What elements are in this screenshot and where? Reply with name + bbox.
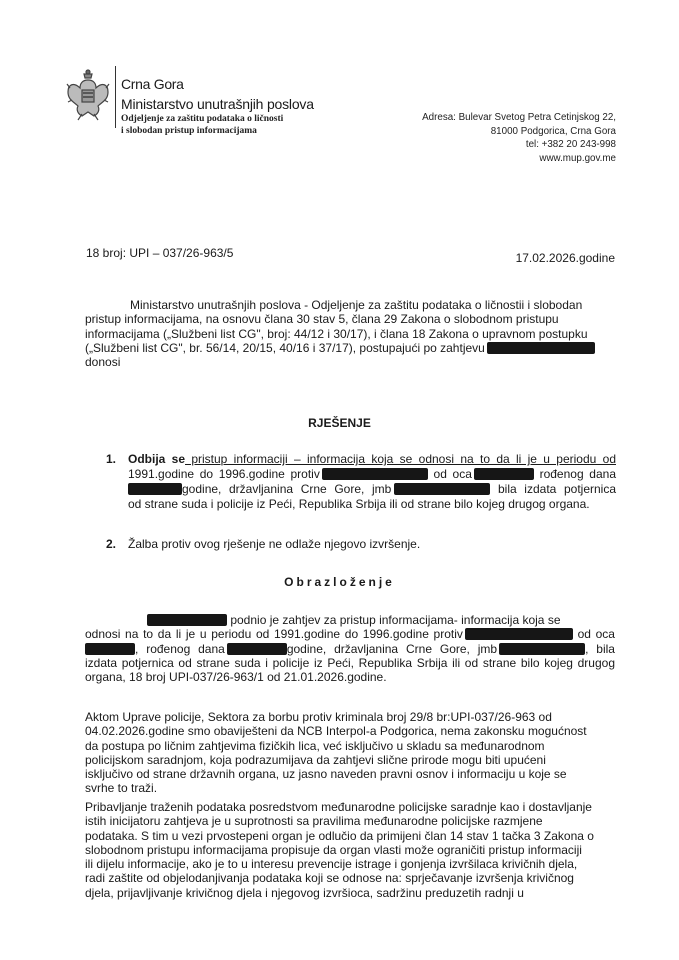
redacted-father-name xyxy=(474,468,534,480)
p2-line: da postupa po ličnim zahtjevima fizičkih lica, već isključivo u skladu sa međunarodnom xyxy=(85,738,545,753)
p2-line: isključivo od strane državnih organa, uz jasno naveden pravni osnov i informaciju u koje se xyxy=(85,767,567,782)
item-number: 2. xyxy=(106,537,117,551)
p3-line: radi zaštite od objelodanjivanja podataka koji se odnose na: sprječavanje izvršenja krivičnog xyxy=(85,871,574,886)
decision-item-2 xyxy=(106,537,616,552)
p3-line: slobodnom pristupu informacijama propisuje da organ vlasti može ograničiti pristup informaciji xyxy=(85,842,582,857)
reasoning-paragraph-2 xyxy=(85,710,615,796)
intro-line-5: donosi xyxy=(85,355,121,370)
decision-item-1 xyxy=(106,452,616,512)
intro-line-3: informacijama („Službeni list CG", broj: 44/12 i 30/17), i člana 18 Zakona o upravnom postupku xyxy=(85,326,588,341)
header-divider xyxy=(115,66,116,128)
item-body: Žalba protiv ovog rješenje ne odlaže njegovo izvršenje. xyxy=(128,537,421,551)
reasoning-title: Obrazloženje xyxy=(284,575,395,589)
item-body: Odbija se pristup informaciji – informacija koja se odnosi na to da li je u periodu od 1991.godine do 1996.godine protiv od oca rođenog dana godine, državljanina Crne Gore, jmb bila izdata potjernica od strane suda i policije iz Peći, Republika Srbija ili od strane bilo kojeg drugog organa. xyxy=(128,452,617,511)
intro-paragraph xyxy=(85,298,615,369)
redacted-name xyxy=(322,468,428,480)
intro-line-2: pristup informacijama, na osnovu člana 30 stav 5, člana 29 Zakona o slobodnom pristupu xyxy=(85,312,559,327)
redacted-father-name xyxy=(85,643,135,655)
address-street: Adresa: Bulevar Svetog Petra Cetinjskog 22, xyxy=(422,112,616,123)
p3-line: istih inicijatoru zahtjeva je u suprotnosti sa pravilima međunarodne policijske razmjene xyxy=(85,814,543,829)
item-number: 1. xyxy=(106,452,117,466)
redacted-applicant xyxy=(147,614,227,626)
p2-line: 04.02.2026.godine smo obaviješteni da NCB Interpol-a Podgorica, nema zakonsku mogućnost xyxy=(85,724,587,739)
reasoning-paragraph-1: podnio je zahtjev za pristup informacijama- informacija koja se odnosi na to da li je u periodu od 1991.godine do 1996.godine protiv od oca , rođenog dana godine, državljanina Crne Gore, jmb , bila izdata potjernica od strane suda i policije iz Peći, Republika Srbija ili od strane bilo kojeg drugog organa, 18 broj UPI-037/26-963/1 od 21.01.2026.godine. xyxy=(85,613,615,685)
redacted-jmb xyxy=(394,483,490,495)
p2-line: svrhe to traži. xyxy=(85,781,158,796)
redacted-name xyxy=(465,628,573,640)
p3-line: ili dijelu informacije, ako je to u interesu prevencije istrage i gonjenja izvršilaca krivičnih djela, xyxy=(85,857,578,872)
redacted-name xyxy=(487,342,595,354)
contact-address xyxy=(422,111,616,165)
montenegro-coat-of-arms-icon xyxy=(66,68,110,122)
item-lead: Odbija se xyxy=(128,452,186,466)
department-name xyxy=(121,113,283,137)
ministry-name: Ministarstvo unutrašnjih poslova xyxy=(121,96,314,112)
department-line-2: i slobodan pristup informacijama xyxy=(121,126,257,136)
intro-line-1: Ministarstvo unutrašnjih poslova - Odjeljenje za zaštitu podataka o ličnostii i slobodan xyxy=(130,298,583,312)
p2-line: Aktom Uprave policije, Sektora za borbu protiv kriminala broj 29/8 br:UPI-037/26-963 od xyxy=(85,710,552,724)
phone-number: tel: +382 20 243-998 xyxy=(525,139,616,150)
reasoning-paragraph-3 xyxy=(85,800,615,900)
p3-line: djela, prijavljivanje krivičnog djela i njegovog izvršioca, sadržinu preduzetih radnji u xyxy=(85,885,524,900)
p2-line: policijskom saradnjom, koja podrazumijava da zahtjevi slične prirode mogu biti upućeni xyxy=(85,752,546,767)
intro-line-4: („Službeni list CG", br. 56/14, 20/15, 40/16 i 37/17), postupajući po zahtjevu xyxy=(85,341,615,355)
country-name: Crna Gora xyxy=(121,76,184,92)
redacted-jmb xyxy=(499,643,585,655)
redacted-birthdate xyxy=(227,643,287,655)
department-line-1: Odjeljenje za zaštitu podataka o ličnosti xyxy=(121,114,284,124)
document-date: 17.02.2026.godine xyxy=(515,251,615,265)
redacted-birthdate xyxy=(128,483,182,495)
website-link[interactable]: www.mup.gov.me xyxy=(539,152,616,164)
p3-line: Pribavljanje traženih podataka posredstvom međunarodne policijske saradnje kao i dostavljanje xyxy=(85,800,592,814)
address-city: 81000 Podgorica, Crna Gora xyxy=(490,125,616,137)
decision-title: RJEŠENJE xyxy=(308,416,371,430)
p3-line: podataka. S tim u vezi prvostepeni organ je odlučio da primijeni član 14 stav 1 tačka 3 Zakona o xyxy=(85,828,594,843)
document-number: 18 broj: UPI – 037/26-963/5 xyxy=(86,246,234,260)
